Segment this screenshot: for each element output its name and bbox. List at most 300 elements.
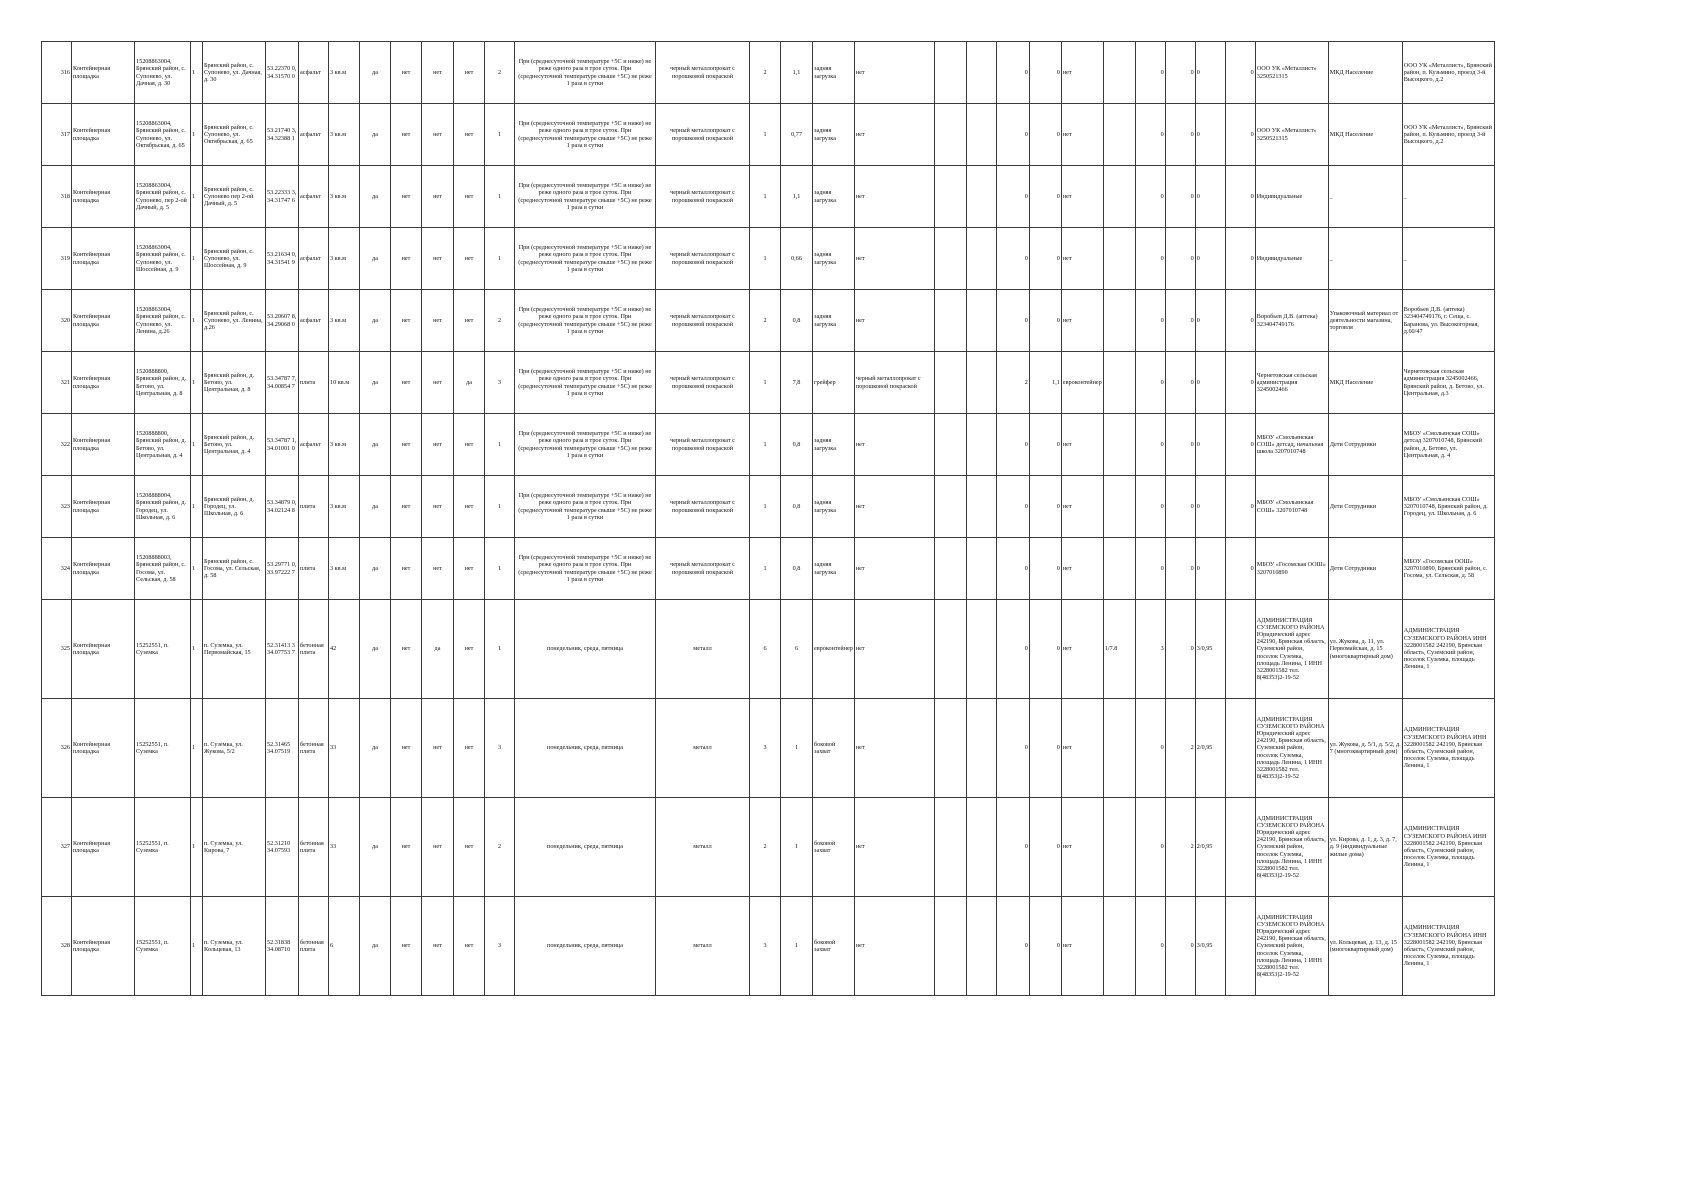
cell-bunker-type: нет <box>1061 538 1103 600</box>
cell-waste-source: Упаковочный материал от деятельности магазина, торговля <box>1328 290 1402 352</box>
cell-flag-a3: нет <box>454 166 485 228</box>
cell-collection-schedule: При (среднесуточной температуре +5С и ниже) не реже одного раза в трое суток. При (среднесуточной температуре свыше +5С) не реже 1 раза в сутки <box>515 104 656 166</box>
cell-planned-summary: 2/0,95 <box>1195 699 1225 798</box>
cell-bunker-volume: 0 <box>1029 42 1061 104</box>
cell-area: 6 <box>329 897 360 996</box>
cell-bunker-extra2 <box>966 699 996 798</box>
table-row <box>42 352 1495 414</box>
cell-coordinates: 53.20607 8, 34.29068 0 <box>266 290 299 352</box>
cell-bunker-count: 0 <box>996 897 1029 996</box>
cell-loading-type: задняя загрузка <box>813 42 855 104</box>
cell-fence-flag: да <box>360 414 391 476</box>
cell-waste-source: Дети Сотрудники <box>1328 538 1402 600</box>
cell-b12: 0 <box>1225 538 1255 600</box>
cell-container-material: черный металлопрокат с порошковой покраской <box>656 166 750 228</box>
cell-flag-a2: нет <box>422 414 454 476</box>
cell-loading-type: задняя загрузка <box>813 104 855 166</box>
cell-container-volume: 1,1 <box>781 42 813 104</box>
cell-container-volume: 0,8 <box>781 414 813 476</box>
cell-site-type: Контейнерная площадка <box>72 166 135 228</box>
cell-planned-volume: 2 <box>1165 798 1195 897</box>
cell-containers-placed: 1 <box>750 166 781 228</box>
cell-planned-count: 0 <box>1135 897 1165 996</box>
cell-container-count: 3 <box>485 897 515 996</box>
cell-area: 3 кв.м <box>329 290 360 352</box>
cell-coordinates: 53.34787 7, 34.00854 7 <box>266 352 299 414</box>
cell-collection-schedule: При (среднесуточной температуре +5С и ниже) не реже одного раза в трое суток. При (среднесуточной температуре свыше +5С) не реже 1 раза в сутки <box>515 42 656 104</box>
cell-bunker-extra <box>934 897 966 996</box>
cell-bunker-type: нет <box>1061 699 1103 798</box>
cell-bunker-count: 0 <box>996 166 1029 228</box>
cell-owner-details: АДМИНИСТРАЦИЯ СУЗЕМСКОГО РАЙОНА ИНН 3228001582 242190, Брянская область, Суземский район, поселок Суземка, площадь Ленина, 1 <box>1402 798 1494 897</box>
cell-b12: 0 <box>1225 476 1255 538</box>
cell-planned-ratio <box>1103 538 1135 600</box>
cell-flag-a1: нет <box>391 290 422 352</box>
cell-bunker-extra2 <box>966 352 996 414</box>
cell-bunker-count: 0 <box>996 104 1029 166</box>
cell-bunker-volume: 0 <box>1029 538 1061 600</box>
cell-loading-type: задняя загрузка <box>813 538 855 600</box>
cell-bunker-material: нет <box>854 104 934 166</box>
cell-planned-summary: 0 <box>1195 290 1225 352</box>
cell-owner: ООО УК «Металлист» 3250521315 <box>1255 42 1328 104</box>
cell-flag-a2: нет <box>422 538 454 600</box>
cell-flag-a1: нет <box>391 42 422 104</box>
cell-fence-flag: да <box>360 42 391 104</box>
cell-bunker-extra <box>934 290 966 352</box>
cell-loading-type: задняя загрузка <box>813 228 855 290</box>
cell-flag-a1: нет <box>391 538 422 600</box>
cell-bunker-material: нет <box>854 600 934 699</box>
cell-coordinates: 52.31465 34.07519 <box>266 699 299 798</box>
cell-waste-source: _ <box>1328 166 1402 228</box>
cell-loading-type: боковой захват <box>813 699 855 798</box>
cell-container-volume: 0,8 <box>781 290 813 352</box>
cell-container-volume: 0,66 <box>781 228 813 290</box>
cell-bunker-material: нет <box>854 42 934 104</box>
cell-row-number: 324 <box>42 538 72 600</box>
cell-loading-type: грейфер <box>813 352 855 414</box>
cell-containers-placed: 3 <box>750 699 781 798</box>
cell-surface-type: бетонная плита <box>299 699 329 798</box>
table-row <box>42 476 1495 538</box>
cell-bunker-count: 0 <box>996 476 1029 538</box>
cell-flag-a2: да <box>422 600 454 699</box>
cell-waste-source: Дети Сотрудники <box>1328 476 1402 538</box>
cell-container-count: 1 <box>485 166 515 228</box>
cell-owner: Индивидуальные <box>1255 228 1328 290</box>
cell-site-type: Контейнерная площадка <box>72 699 135 798</box>
cell-area: 3 кв.м <box>329 538 360 600</box>
cell-fence-flag: да <box>360 538 391 600</box>
cell-surface-type: бетонная плита <box>299 897 329 996</box>
table-row <box>42 538 1495 600</box>
cell-containers-placed: 1 <box>750 352 781 414</box>
cell-row-number: 316 <box>42 42 72 104</box>
cell-site-address: п. Суземка, ул. Кирова, 7 <box>203 798 266 897</box>
cell-bunker-type: нет <box>1061 166 1103 228</box>
cell-okato-address: 1520888800, Брянский район, д. Бетово, ул. Центральная, д. 8 <box>135 352 191 414</box>
cell-containers-placed: 2 <box>750 290 781 352</box>
cell-owner: Чернетовская сельская администрация 3245002466 <box>1255 352 1328 414</box>
cell-surface-type: бетонная плита <box>299 798 329 897</box>
cell-flag-a2: нет <box>422 42 454 104</box>
cell-container-material: металл <box>656 897 750 996</box>
cell-b12 <box>1225 798 1255 897</box>
cell-flag-a3: да <box>454 352 485 414</box>
cell-bunker-material: нет <box>854 699 934 798</box>
cell-site-type: Контейнерная площадка <box>72 600 135 699</box>
cell-bunker-type: нет <box>1061 42 1103 104</box>
cell-okato-address: 15208888003, Брянский район, с. Госома, ул. Сельская, д. 58 <box>135 538 191 600</box>
cell-site-address: п. Суземка, ул. Первомайская, 15 <box>203 600 266 699</box>
cell-quantity-flag: 1 <box>191 476 203 538</box>
cell-row-number: 319 <box>42 228 72 290</box>
cell-okato-address: 15208863004, Брянский район, с. Супонево, пер 2-ой Дачный, д. 5 <box>135 166 191 228</box>
cell-planned-volume: 0 <box>1165 352 1195 414</box>
table-row <box>42 104 1495 166</box>
cell-coordinates: 53.21740 3, 34.32388 1 <box>266 104 299 166</box>
cell-bunker-extra <box>934 538 966 600</box>
cell-fence-flag: да <box>360 699 391 798</box>
cell-owner-details: Воробьев Д.В. (аптека) 323404749176, г. Сеща, с. Баранова, ул. Высокогорная, д.60/47 <box>1402 290 1494 352</box>
cell-bunker-count: 0 <box>996 699 1029 798</box>
cell-planned-ratio <box>1103 42 1135 104</box>
cell-owner-details: ООО УК «Металлист», Брянский район, п. Кузьмино, проезд 3-й Высоцкого, д.2 <box>1402 42 1494 104</box>
cell-site-address: Брянский район, д. Бетово, ул. Центральная, д. 4 <box>203 414 266 476</box>
cell-area: 10 кв.м <box>329 352 360 414</box>
cell-owner-details: Чернетовская сельская администрация 3245002466, Брянский район, д. Бетово, ул. Центральная, д.3 <box>1402 352 1494 414</box>
cell-surface-type: асфальт <box>299 166 329 228</box>
cell-flag-a1: нет <box>391 476 422 538</box>
cell-quantity-flag: 1 <box>191 897 203 996</box>
cell-site-address: Брянский район, д. Бетово, ул. Центральная, д. 8 <box>203 352 266 414</box>
cell-bunker-count: 2 <box>996 352 1029 414</box>
table-row <box>42 42 1495 104</box>
cell-planned-count: 0 <box>1135 414 1165 476</box>
cell-row-number: 318 <box>42 166 72 228</box>
cell-b12: 0 <box>1225 228 1255 290</box>
cell-loading-type: боковой захват <box>813 897 855 996</box>
cell-site-type: Контейнерная площадка <box>72 42 135 104</box>
cell-flag-a1: нет <box>391 897 422 996</box>
cell-planned-volume: 0 <box>1165 476 1195 538</box>
cell-quantity-flag: 1 <box>191 104 203 166</box>
cell-okato-address: 15252551, п. Суземка <box>135 897 191 996</box>
cell-planned-count: 0 <box>1135 476 1165 538</box>
cell-bunker-type: нет <box>1061 476 1103 538</box>
cell-owner-details: МБОУ «Смольянская СОШ» детсад 3207010748, Брянский район, д. Бетово, ул. Центральная, д. 4 <box>1402 414 1494 476</box>
cell-bunker-extra2 <box>966 538 996 600</box>
cell-collection-schedule: При (среднесуточной температуре +5С и ниже) не реже одного раза в трое суток. При (среднесуточной температуре свыше +5С) не реже 1 раза в сутки <box>515 476 656 538</box>
cell-waste-source: ул. Кирова, д. 1, д. 3, д. 7, д. 9 (индивидуальные жилые дома) <box>1328 798 1402 897</box>
cell-row-number: 328 <box>42 897 72 996</box>
cell-owner: МБОУ «Смольянская СОШ» 3207010748 <box>1255 476 1328 538</box>
cell-planned-summary: 0 <box>1195 476 1225 538</box>
cell-row-number: 322 <box>42 414 72 476</box>
cell-okato-address: 15208888004, Брянский район, д. Городец, ул. Школьная, д. 6 <box>135 476 191 538</box>
cell-container-material: черный металлопрокат с порошковой покраской <box>656 538 750 600</box>
cell-container-material: металл <box>656 699 750 798</box>
cell-row-number: 326 <box>42 699 72 798</box>
cell-surface-type: плита <box>299 352 329 414</box>
cell-container-count: 1 <box>485 538 515 600</box>
cell-container-count: 2 <box>485 42 515 104</box>
cell-loading-type: евроконтейнер <box>813 600 855 699</box>
cell-flag-a3: нет <box>454 699 485 798</box>
cell-bunker-volume: 0 <box>1029 600 1061 699</box>
cell-owner-details: _ <box>1402 228 1494 290</box>
cell-containers-placed: 6 <box>750 600 781 699</box>
cell-bunker-extra2 <box>966 600 996 699</box>
cell-bunker-extra2 <box>966 104 996 166</box>
cell-planned-summary: 2/0,95 <box>1195 798 1225 897</box>
cell-container-material: металл <box>656 798 750 897</box>
cell-planned-volume: 0 <box>1165 166 1195 228</box>
cell-planned-ratio <box>1103 104 1135 166</box>
cell-bunker-material: нет <box>854 166 934 228</box>
cell-bunker-material: нет <box>854 798 934 897</box>
cell-surface-type: асфальт <box>299 290 329 352</box>
cell-bunker-extra2 <box>966 290 996 352</box>
cell-waste-source: Дети Сотрудники <box>1328 414 1402 476</box>
cell-container-count: 3 <box>485 352 515 414</box>
cell-planned-summary: 0 <box>1195 414 1225 476</box>
cell-collection-schedule: понедельник, среда, пятница <box>515 699 656 798</box>
cell-bunker-type: нет <box>1061 290 1103 352</box>
cell-container-material: черный металлопрокат с порошковой покраской <box>656 104 750 166</box>
cell-container-volume: 1 <box>781 798 813 897</box>
cell-site-type: Контейнерная площадка <box>72 798 135 897</box>
cell-site-address: Брянский район, д. Городец, ул. Школьная, д. 6 <box>203 476 266 538</box>
cell-quantity-flag: 1 <box>191 290 203 352</box>
cell-owner-details: АДМИНИСТРАЦИЯ СУЗЕМСКОГО РАЙОНА ИНН 3228001582 242190, Брянская область, Суземский район, поселок Суземка, площадь Ленина, 1 <box>1402 600 1494 699</box>
cell-flag-a3: нет <box>454 414 485 476</box>
cell-fence-flag: да <box>360 476 391 538</box>
cell-bunker-material: черный металлопрокат с порошковой покраской <box>854 352 934 414</box>
cell-planned-summary: 0 <box>1195 538 1225 600</box>
cell-flag-a2: нет <box>422 897 454 996</box>
cell-bunker-count: 0 <box>996 798 1029 897</box>
cell-bunker-extra2 <box>966 414 996 476</box>
cell-bunker-material: нет <box>854 476 934 538</box>
cell-owner: АДМИНИСТРАЦИЯ СУЗЕМСКОГО РАЙОНА Юридический адрес 242190, Брянская область, Суземский район, поселок Суземка, площадь Ленина, 1 ИНН 3228001582 тел. 8(48353)2-19-52 <box>1255 897 1328 996</box>
cell-bunker-volume: 0 <box>1029 897 1061 996</box>
cell-owner-details: АДМИНИСТРАЦИЯ СУЗЕМСКОГО РАЙОНА ИНН 3228001582 242190, Брянская область, Суземский район, поселок Суземка, площадь Ленина, 1 <box>1402 897 1494 996</box>
cell-flag-a3: нет <box>454 104 485 166</box>
table-row <box>42 228 1495 290</box>
cell-waste-source: ул. Жукова, д. 11, ул. Первомайская, д. 15 (многоквартирный дом) <box>1328 600 1402 699</box>
cell-surface-type: плита <box>299 538 329 600</box>
cell-bunker-count: 0 <box>996 228 1029 290</box>
cell-owner: АДМИНИСТРАЦИЯ СУЗЕМСКОГО РАЙОНА Юридический адрес 242190, Брянская область, Суземский район, поселок Суземка, площадь Ленина, 1 ИНН 3228001582 тел. 8(48353)2-19-52 <box>1255 600 1328 699</box>
cell-flag-a2: нет <box>422 699 454 798</box>
cell-planned-ratio <box>1103 476 1135 538</box>
cell-planned-count: 0 <box>1135 352 1165 414</box>
cell-bunker-extra <box>934 414 966 476</box>
cell-bunker-volume: 0 <box>1029 414 1061 476</box>
cell-flag-a2: нет <box>422 104 454 166</box>
cell-okato-address: 1520888800, Брянский район, д. Бетово, ул. Центральная, д. 4 <box>135 414 191 476</box>
cell-b12: 0 <box>1225 104 1255 166</box>
cell-planned-ratio <box>1103 290 1135 352</box>
cell-loading-type: задняя загрузка <box>813 290 855 352</box>
cell-quantity-flag: 1 <box>191 798 203 897</box>
cell-quantity-flag: 1 <box>191 600 203 699</box>
cell-site-address: Брянский район, с. Супонево, ул. Ленина, д.26 <box>203 290 266 352</box>
cell-site-address: Брянский район, с. Супонево пер 2-ой Дачный, д. 5 <box>203 166 266 228</box>
cell-collection-schedule: понедельник, среда, пятница <box>515 600 656 699</box>
cell-planned-count: 0 <box>1135 538 1165 600</box>
cell-planned-count: 0 <box>1135 42 1165 104</box>
cell-b12 <box>1225 600 1255 699</box>
cell-coordinates: 53.34879 0, 34.02124 8 <box>266 476 299 538</box>
cell-collection-schedule: При (среднесуточной температуре +5С и ниже) не реже одного раза в трое суток. При (среднесуточной температуре свыше +5С) не реже 1 раза в сутки <box>515 352 656 414</box>
cell-collection-schedule: При (среднесуточной температуре +5С и ниже) не реже одного раза в трое суток. При (среднесуточной температуре свыше +5С) не реже 1 раза в сутки <box>515 290 656 352</box>
cell-b12 <box>1225 699 1255 798</box>
cell-planned-count: 0 <box>1135 798 1165 897</box>
cell-bunker-volume: 0 <box>1029 290 1061 352</box>
cell-b12: 0 <box>1225 414 1255 476</box>
cell-flag-a3: нет <box>454 290 485 352</box>
cell-planned-count: 0 <box>1135 699 1165 798</box>
cell-bunker-type: нет <box>1061 228 1103 290</box>
cell-owner: МБОУ «Смольянская СОШ» детсад, начальная школа 3207010748 <box>1255 414 1328 476</box>
cell-bunker-material: нет <box>854 538 934 600</box>
cell-planned-volume: 0 <box>1165 600 1195 699</box>
cell-b12: 0 <box>1225 352 1255 414</box>
cell-bunker-extra2 <box>966 897 996 996</box>
cell-fence-flag: да <box>360 290 391 352</box>
cell-planned-count: 0 <box>1135 228 1165 290</box>
cell-waste-source: МКД Население <box>1328 352 1402 414</box>
cell-planned-summary: 0 <box>1195 42 1225 104</box>
cell-collection-schedule: При (среднесуточной температуре +5С и ниже) не реже одного раза в трое суток. При (среднесуточной температуре свыше +5С) не реже 1 раза в сутки <box>515 228 656 290</box>
cell-bunker-extra <box>934 352 966 414</box>
cell-okato-address: 15252551, п. Суземка <box>135 600 191 699</box>
cell-bunker-extra <box>934 166 966 228</box>
cell-bunker-type: нет <box>1061 600 1103 699</box>
cell-coordinates: 52.31838 34.08710 <box>266 897 299 996</box>
cell-flag-a2: нет <box>422 290 454 352</box>
cell-site-type: Контейнерная площадка <box>72 352 135 414</box>
table-row <box>42 897 1495 996</box>
cell-area: 3 кв.м <box>329 228 360 290</box>
cell-planned-volume: 0 <box>1165 897 1195 996</box>
cell-quantity-flag: 1 <box>191 414 203 476</box>
cell-bunker-volume: 0 <box>1029 166 1061 228</box>
cell-bunker-extra2 <box>966 476 996 538</box>
cell-containers-placed: 1 <box>750 476 781 538</box>
cell-b12: 0 <box>1225 290 1255 352</box>
cell-planned-summary: 0 <box>1195 104 1225 166</box>
table-row <box>42 166 1495 228</box>
cell-flag-a1: нет <box>391 798 422 897</box>
cell-containers-placed: 2 <box>750 798 781 897</box>
cell-quantity-flag: 1 <box>191 42 203 104</box>
cell-flag-a1: нет <box>391 352 422 414</box>
cell-planned-ratio <box>1103 798 1135 897</box>
cell-container-volume: 0,8 <box>781 476 813 538</box>
cell-bunker-extra <box>934 699 966 798</box>
cell-coordinates: 53.34787 1, 34.01001 0 <box>266 414 299 476</box>
cell-row-number: 320 <box>42 290 72 352</box>
cell-okato-address: 15252551, п. Суземка <box>135 798 191 897</box>
cell-bunker-volume: 0 <box>1029 699 1061 798</box>
cell-bunker-extra2 <box>966 228 996 290</box>
cell-site-address: Брянский район, с. Госома, ул. Сельская, д. 58 <box>203 538 266 600</box>
cell-area: 3 кв.м <box>329 166 360 228</box>
cell-planned-count: 0 <box>1135 104 1165 166</box>
cell-bunker-type: нет <box>1061 104 1103 166</box>
cell-coordinates: 52.31210 34.07593 <box>266 798 299 897</box>
cell-flag-a1: нет <box>391 600 422 699</box>
cell-collection-schedule: При (среднесуточной температуре +5С и ниже) не реже одного раза в трое суток. При (среднесуточной температуре свыше +5С) не реже 1 раза в сутки <box>515 538 656 600</box>
cell-flag-a2: нет <box>422 798 454 897</box>
cell-area: 42 <box>329 600 360 699</box>
cell-containers-placed: 1 <box>750 104 781 166</box>
cell-bunker-volume: 0 <box>1029 476 1061 538</box>
cell-coordinates: 53.22370 0, 34.31570 0 <box>266 42 299 104</box>
cell-container-count: 1 <box>485 600 515 699</box>
cell-container-count: 2 <box>485 290 515 352</box>
cell-bunker-type: евроконтейнер <box>1061 352 1103 414</box>
cell-bunker-material: нет <box>854 414 934 476</box>
cell-site-type: Контейнерная площадка <box>72 538 135 600</box>
cell-containers-placed: 2 <box>750 42 781 104</box>
cell-okato-address: 15208863004, Брянский район, с. Супонево, ул. Ленина, д.26 <box>135 290 191 352</box>
cell-bunker-material: нет <box>854 290 934 352</box>
cell-bunker-volume: 1,1 <box>1029 352 1061 414</box>
cell-owner: МБОУ «Госомская ООШ» 3207010890 <box>1255 538 1328 600</box>
cell-container-material: черный металлопрокат с порошковой покраской <box>656 476 750 538</box>
cell-planned-ratio <box>1103 352 1135 414</box>
cell-waste-source: ул. Кольцевая, д. 13, д. 15 (многоквартирный дом) <box>1328 897 1402 996</box>
cell-bunker-extra2 <box>966 42 996 104</box>
cell-planned-volume: 0 <box>1165 414 1195 476</box>
cell-bunker-volume: 0 <box>1029 104 1061 166</box>
cell-flag-a3: нет <box>454 42 485 104</box>
cell-waste-source: ул. Жукова, д. 5/1, д. 5/2, д. 7 (многоквартирный дом) <box>1328 699 1402 798</box>
cell-area: 33 <box>329 798 360 897</box>
cell-quantity-flag: 1 <box>191 352 203 414</box>
cell-planned-ratio <box>1103 699 1135 798</box>
cell-fence-flag: да <box>360 352 391 414</box>
cell-owner: АДМИНИСТРАЦИЯ СУЗЕМСКОГО РАЙОНА Юридический адрес 242190, Брянская область, Суземский район, поселок Суземка, площадь Ленина, 1 ИНН 3228001582 тел. 8(48353)2-19-52 <box>1255 798 1328 897</box>
cell-okato-address: 15252551, п. Суземка <box>135 699 191 798</box>
cell-quantity-flag: 1 <box>191 228 203 290</box>
cell-site-address: Брянский район, с. Супонево, ул. Октябрьская, д. 65 <box>203 104 266 166</box>
cell-planned-summary: 3/0,95 <box>1195 600 1225 699</box>
cell-loading-type: задняя загрузка <box>813 476 855 538</box>
cell-bunker-count: 0 <box>996 538 1029 600</box>
cell-flag-a2: нет <box>422 476 454 538</box>
cell-coordinates: 52.31413 3 34.07753 7 <box>266 600 299 699</box>
cell-fence-flag: да <box>360 798 391 897</box>
cell-owner-details: МБОУ «Госомская ООШ» 3207010890, Брянский район, с. Госома, ул. Сельская, д. 58 <box>1402 538 1494 600</box>
cell-surface-type: асфальт <box>299 414 329 476</box>
cell-container-material: металл <box>656 600 750 699</box>
cell-fence-flag: да <box>360 600 391 699</box>
cell-collection-schedule: понедельник, среда, пятница <box>515 897 656 996</box>
cell-planned-ratio <box>1103 166 1135 228</box>
cell-container-material: черный металлопрокат с порошковой покраской <box>656 352 750 414</box>
cell-planned-count: 0 <box>1135 166 1165 228</box>
cell-owner: Воробьев Д.В. (аптека) 323404749176 <box>1255 290 1328 352</box>
cell-planned-volume: 0 <box>1165 290 1195 352</box>
cell-b12: 0 <box>1225 166 1255 228</box>
table-row <box>42 699 1495 798</box>
